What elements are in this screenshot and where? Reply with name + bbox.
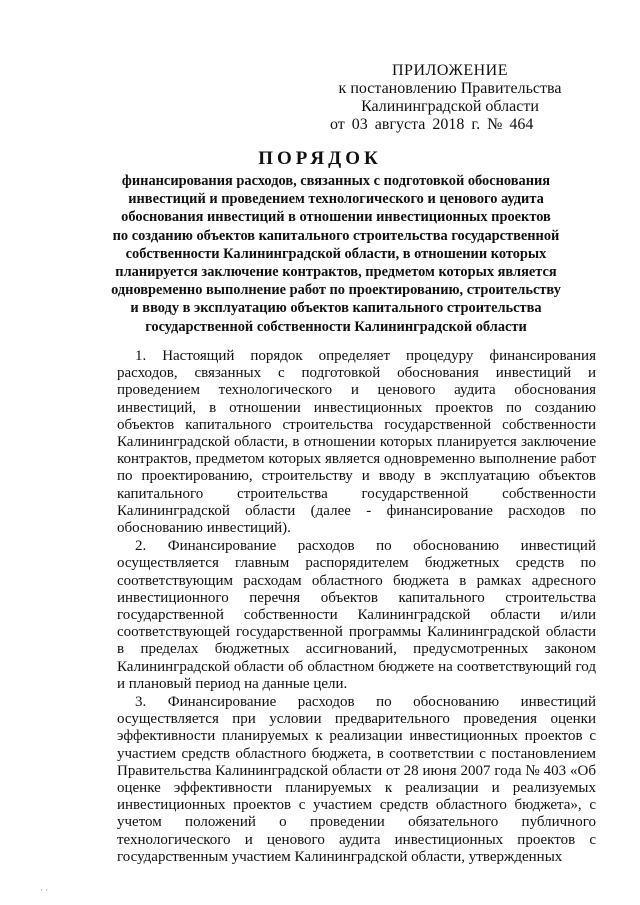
subtitle-line: инвестиций и проведением технологического и ценового аудита bbox=[128, 191, 544, 208]
subtitle-line: собственности Калининградской области, в отношении которых bbox=[125, 245, 547, 262]
subtitle-line: финансирования расходов, связанных с подготовкой обоснования bbox=[121, 173, 551, 189]
scan-artifact: · · bbox=[40, 885, 49, 895]
appendix-line-1: к постановлению Правительства bbox=[338, 80, 562, 97]
appendix-header bbox=[300, 62, 600, 134]
appendix-line-2: Калининградской области bbox=[361, 98, 539, 115]
subtitle-line: и вводу в эксплуатацию объектов капитального строительства bbox=[130, 300, 542, 317]
subtitle-line: государственной собственности Калининградской области bbox=[145, 318, 527, 335]
subtitle-line: обоснования инвестиций в отношении инвестиционных проектов bbox=[121, 209, 551, 226]
document-subtitle bbox=[96, 172, 576, 336]
paragraph-1: 1. Настоящий порядок определяет процедуру финансирования расходов, связанных с подготовкой обоснования инвестиций и проведением технологического и ценового аудита обоснования инвестиций, в отношении инвестиционных проектов по созданию объектов капитального строительства государственной собственности Калининградской области, в отношении которых планируется заключение контрактов, предметом которых является одновременно выполнение работ по проектированию, строительству и вводу в эксплуатацию объектов капитального строительства государственной собственности Калининградской области (далее - финансирование расходов по обоснованию инвестиций). bbox=[117, 348, 596, 537]
subtitle-line: по созданию объектов капитального строительства государственной bbox=[112, 227, 560, 244]
appendix-title: ПРИЛОЖЕНИЕ bbox=[391, 62, 508, 79]
paragraph-2: 2. Финансирование расходов по обоснованию инвестиций осуществляется главным распорядителем бюджетных средств по соответствующим расходам областного бюджета в рамках адресного инвестиционного перечня объектов капитального строительства государственной собственности Калининградской области и/или соответствующей государственной программы Калининградской области в пределах бюджетных ассигнований, предусмотренных законом Калининградской области об областном бюджете на соответствующий год и плановый период на данные цели. bbox=[117, 538, 596, 692]
subtitle-line: одновременно выполнение работ по проектированию, строительству bbox=[111, 282, 561, 299]
paragraph-3: 3. Финансирование расходов по обоснованию инвестиций осуществляется при условии предварительного проведения оценки эффективности планируемых к реализации инвестиционных проектов с участием средств областного бюджета, в соответствии с постановлением Правительства Калининградской области от 28 июня 2007 года № 403 «Об оценке эффективности планируемых к реализации и реализуемых инвестиционных проектов с участием средств областного бюджета», с учетом положений о проведении обязательного публичного технологического и ценового аудита инвестиционных проектов с государственным участием Калининградской области, утвержденных bbox=[117, 694, 596, 865]
subtitle-line: планируется заключение контрактов, предметом которых является bbox=[115, 264, 557, 281]
appendix-line-3: от 03 августа 2018 г. № 464 bbox=[330, 116, 534, 133]
document-body bbox=[117, 348, 596, 867]
document-title: ПОРЯДОК bbox=[258, 148, 382, 169]
